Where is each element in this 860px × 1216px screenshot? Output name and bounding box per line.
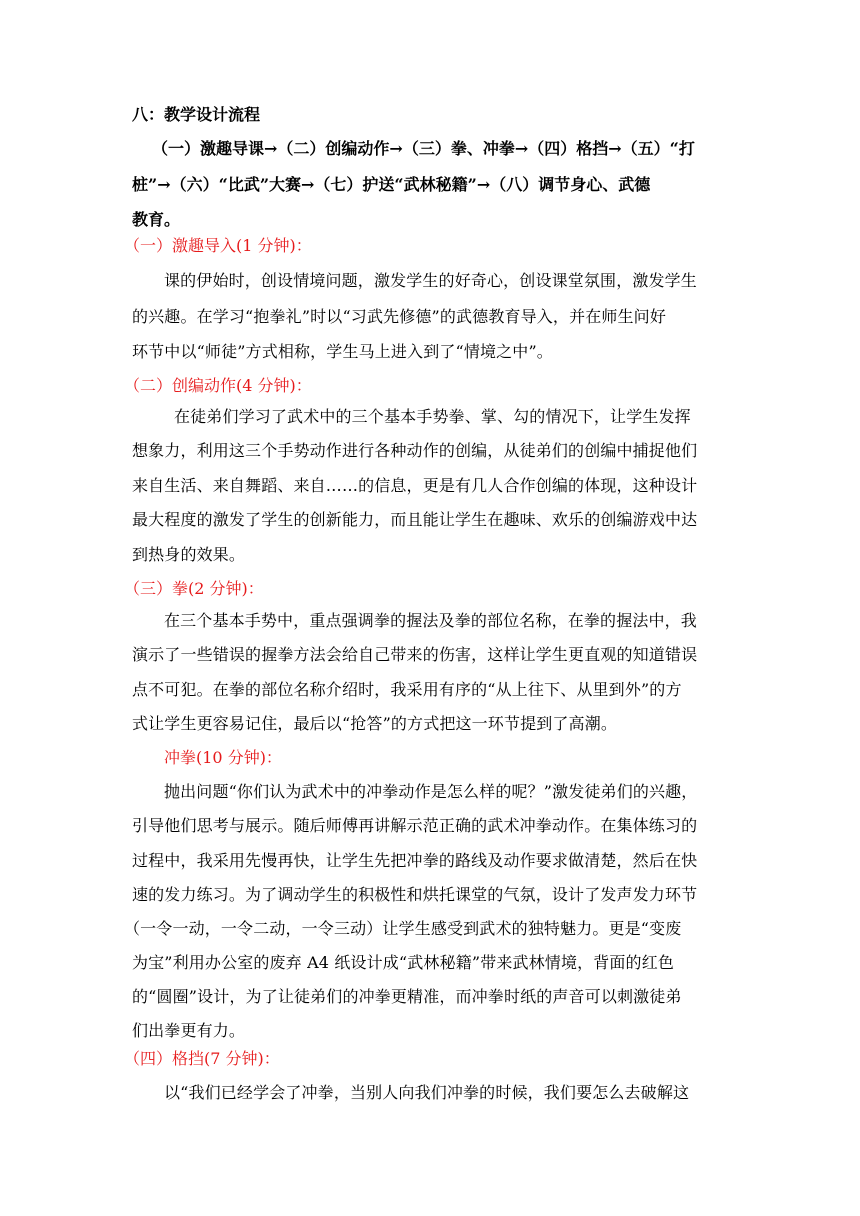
section-heading: 八：教学设计流程 — [132, 105, 261, 124]
flow-line-2: 桩”→（六）“比武”大赛→（七）护送“武林秘籍”→（八）调节身心、武德 — [132, 175, 651, 194]
paragraph-line: 课的伊始时，创设情境问题，激发学生的好奇心，创设课堂氛围，激发学生 — [164, 271, 697, 290]
paragraph-line: 点不可犯。在拳的部位名称介绍时，我采用有序的“从上往下、从里到外”的方 — [132, 680, 682, 699]
section-title-block: （四）格挡(7 分钟)： — [124, 1049, 280, 1068]
section-title-warmup: （一）激趣导入(1 分钟)： — [124, 236, 312, 255]
paragraph-line: 最大程度的激发了学生的创新能力，而且能让学生在趣味、欢乐的创编游戏中达 — [132, 510, 698, 529]
paragraph-line: 环节中以“师徒”方式相称，学生马上进入到了“情境之中”。 — [132, 342, 553, 361]
paragraph-line: 速的发力练习。为了调动学生的积极性和烘托课堂的气氛，设计了发声发力环节 — [132, 885, 698, 904]
section-title-create: （二）创编动作(4 分钟)： — [124, 376, 312, 395]
paragraph-line: 的兴趣。在学习“抱拳礼”时以“习武先修德”的武德教育导入，并在师生问好 — [132, 307, 666, 326]
paragraph-line: 的“圆圈”设计，为了让徒弟们的冲拳更精准，而冲拳时纸的声音可以刺激徒弟 — [132, 987, 682, 1006]
paragraph-line: 以“我们已经学会了冲拳，当别人向我们冲拳的时候，我们要怎么去破解这 — [164, 1083, 690, 1102]
paragraph-line: 过程中，我采用先慢再快，让学生先把冲拳的路线及动作要求做清楚，然后在快 — [132, 851, 698, 870]
section-title-punch: 冲拳(10 分钟)： — [164, 748, 282, 767]
paragraph-line: 在三个基本手势中，重点强调拳的握法及拳的部位名称，在拳的握法中，我 — [164, 611, 697, 630]
paragraph-line: 在徒弟们学习了武术中的三个基本手势拳、掌、勾的情况下，让学生发挥 — [174, 407, 691, 426]
paragraph-line: 想象力，利用这三个手势动作进行各种动作的创编，从徒弟们的创编中捕捉他们 — [132, 441, 698, 460]
paragraph-line: 抛出问题“你们认为武术中的冲拳动作是怎么样的呢？”激发徒弟们的兴趣， — [164, 782, 698, 801]
paragraph-line: （一令一动，一令二动，一令三动）让学生感受到武术的独特魅力。更是“变废 — [124, 919, 682, 938]
paragraph-line: 演示了一些错误的握拳方法会给自己带来的伤害，这样让学生更直观的知道错误 — [132, 645, 698, 664]
paragraph-line: 到热身的效果。 — [132, 545, 246, 564]
section-title-fist: （三）拳(2 分钟)： — [124, 579, 264, 598]
flow-line-3: 教育。 — [132, 210, 181, 229]
paragraph-line: 为宝”利用办公室的废弃 A4 纸设计成“武林秘籍”带来武林情境，背面的红色 — [132, 953, 674, 972]
flow-line-1: （一）激趣导课→（二）创编动作→（三）拳、冲拳→（四）格挡→（五）“打 — [152, 139, 695, 158]
paragraph-line: 式让学生更容易记住，最后以“抢答”的方式把这一环节提到了高潮。 — [132, 714, 618, 733]
paragraph-line: 引导他们思考与展示。随后师傅再讲解示范正确的武术冲拳动作。在集体练习的 — [132, 816, 698, 835]
paragraph-line: 们出拳更有力。 — [132, 1021, 246, 1040]
paragraph-line: 来自生活、来自舞蹈、来自……的信息，更是有几人合作创编的体现，这种设计 — [132, 476, 698, 495]
